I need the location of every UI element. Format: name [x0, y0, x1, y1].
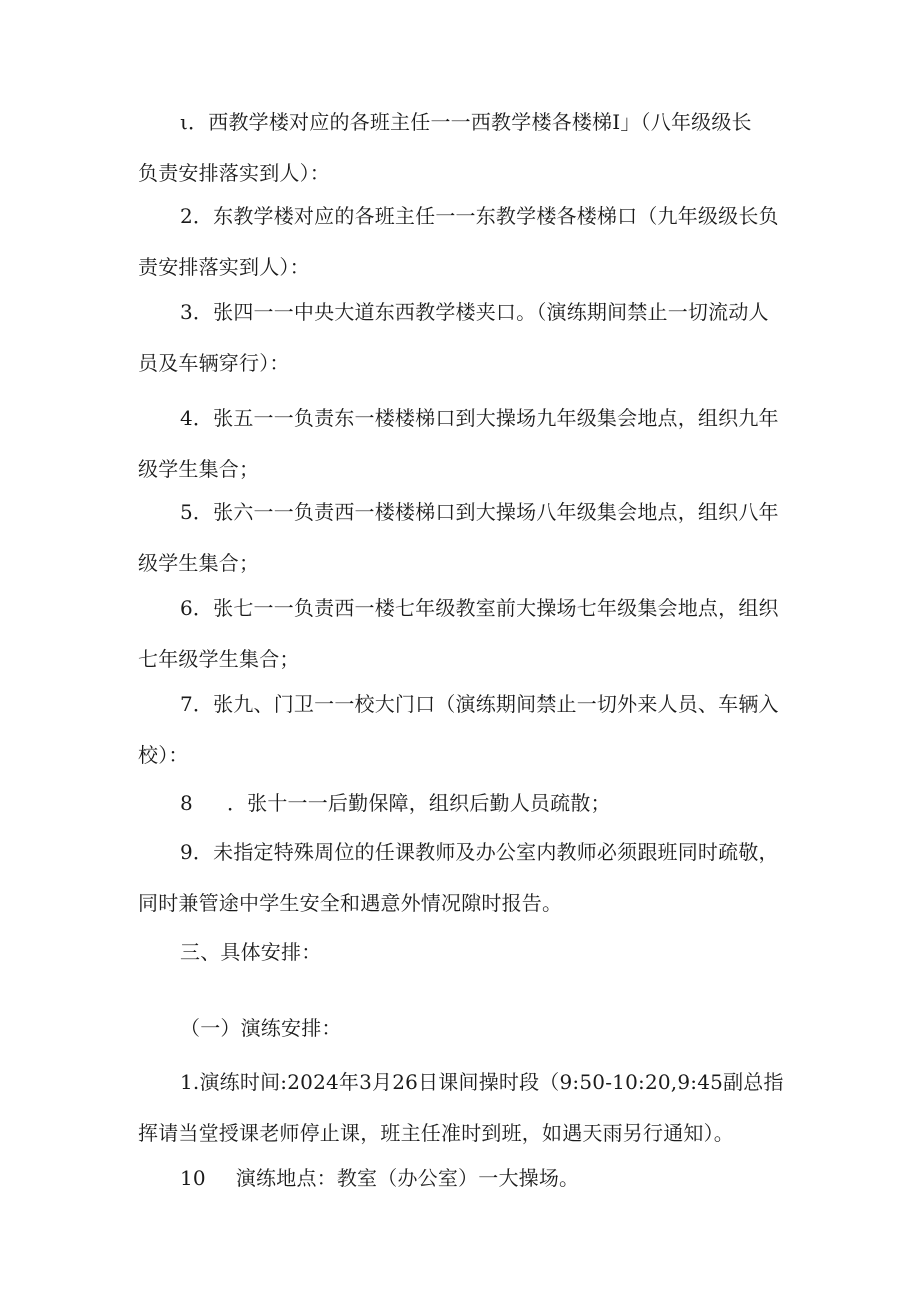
paragraph-line [138, 778, 778, 829]
paragraph-line: 3．张四一一中央大道东西教学楼夹口。（演练期间禁止一切流动人 [180, 300, 769, 324]
paragraph-item-13 [138, 1153, 778, 1204]
paragraph-item-4 [138, 393, 778, 495]
paragraph-item-5 [138, 487, 778, 589]
paragraph-line: 负责安排落实到人）： [138, 161, 330, 185]
paragraph-item-2 [138, 191, 778, 293]
paragraph-line: 七年级学生集合； [138, 647, 300, 671]
subsection-heading-text: （一）演练安排： [180, 1016, 342, 1040]
paragraph-line: 9．未指定特殊周位的任课教师及办公室内教师必须跟班同时疏敬， [180, 840, 779, 864]
paragraph-line: 校）： [138, 743, 189, 767]
section-heading [138, 927, 778, 978]
item-number: 10 [180, 1166, 206, 1190]
paragraph-line: 责安排落实到人）： [138, 255, 310, 279]
item-number: 8 [180, 791, 193, 815]
paragraph-line: 7．张九、门卫一一校大门口（演练期间禁止一切外来人员、车辆入 [180, 692, 779, 716]
paragraph-item-9 [138, 827, 778, 929]
paragraph-line: 5．张六一一负责西一楼楼梯口到大操场八年级集会地点，组织八年 [180, 500, 779, 524]
paragraph-line: 挥请当堂授课老师停止课，班主任准时到班，如遇天雨另行通知）。 [138, 1121, 734, 1145]
paragraph-line: 2．东教学楼对应的各班主任一一东教学楼各楼梯口（九年级级长负 [180, 204, 779, 228]
paragraph-line: 4．张五一一负责东一楼楼梯口到大操场九年级集会地点，组织九年 [180, 406, 779, 430]
paragraph-item-8 [138, 778, 778, 829]
paragraph-line: ι．西教学楼对应的各班主任一一西教学楼各楼梯I」（八年级级长 [180, 110, 752, 134]
section-heading-text: 三、具体安排： [180, 940, 322, 964]
subsection-heading [138, 1003, 778, 1054]
paragraph-item-6 [138, 583, 778, 685]
paragraph-line: 员及车辆穿行）： [138, 351, 290, 375]
paragraph-item-1 [138, 97, 778, 199]
paragraph-line [138, 1153, 778, 1204]
paragraph-line: 同时兼管途中学生安全和遇意外情况隙时报告。 [138, 891, 563, 915]
paragraph-line: 级学生集合； [138, 551, 260, 575]
item-text: 演练地点：教室（办公室）一大操场。 [235, 1166, 580, 1190]
paragraph-item-3 [138, 287, 778, 389]
paragraph-line: 6．张七一一负责西一楼七年级教室前大操场七年级集会地点，组织 [180, 596, 779, 620]
paragraph-line: 级学生集合； [138, 457, 260, 481]
paragraph-item-7 [138, 679, 778, 781]
item-text: ．张十一一后勤保障，组织后勤人员疏散； [226, 791, 611, 815]
paragraph-line: 1.演练时间:2024年3月26日课间操时段（9:50-10:20,9:45副总指 [180, 1070, 784, 1094]
paragraph-item-12 [138, 1057, 784, 1159]
